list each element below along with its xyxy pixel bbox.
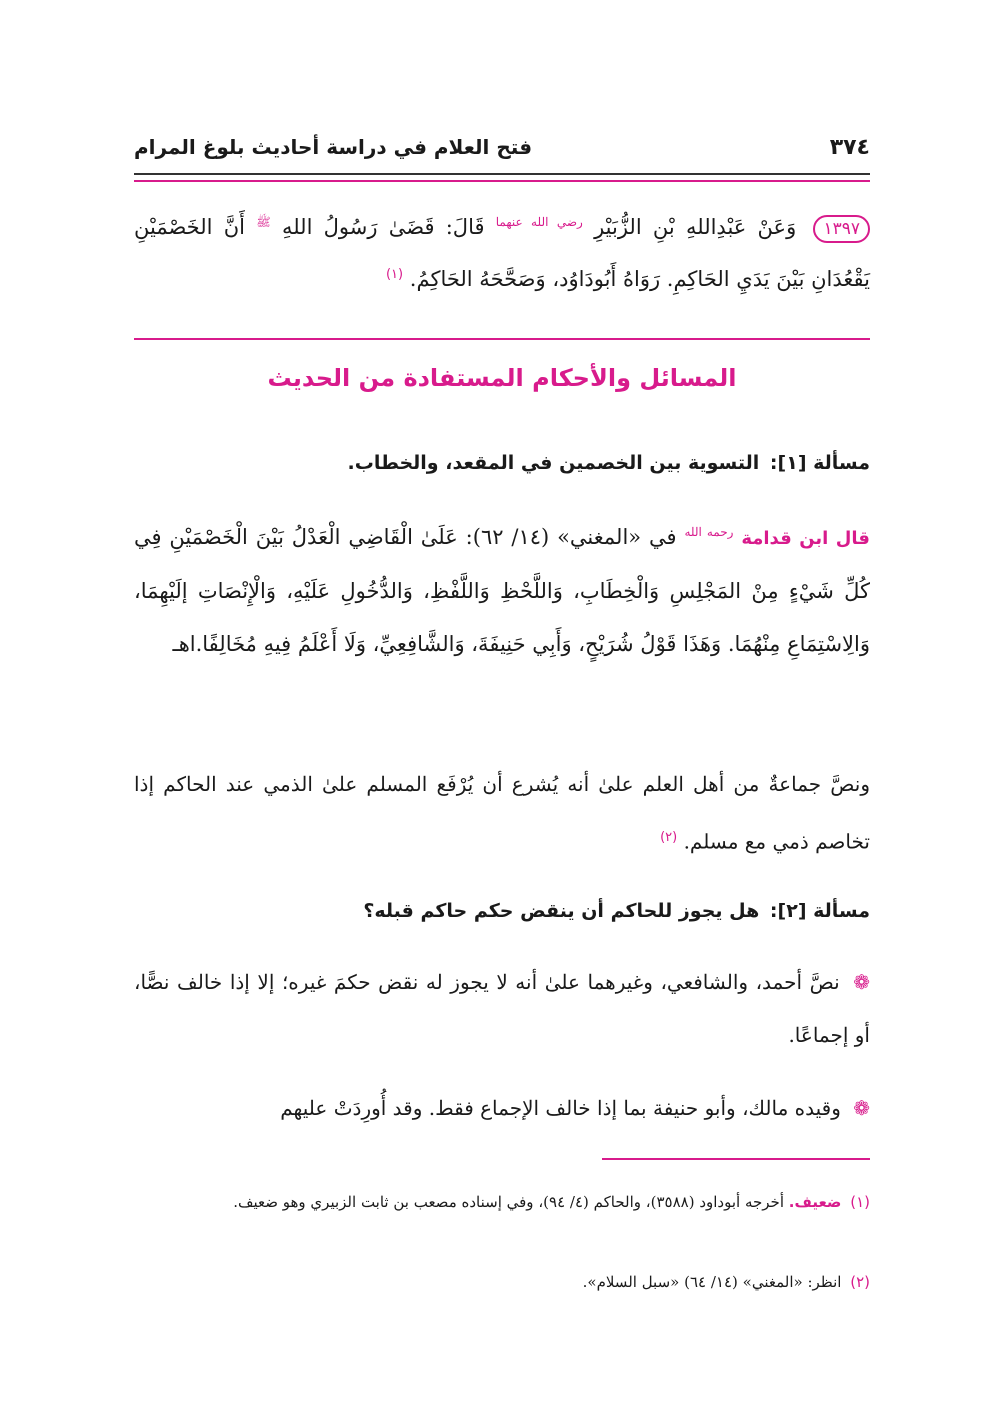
hadith-number-badge: ١٣٩٧ xyxy=(813,215,870,243)
hadith-text-part-2: قَالَ: قَضَىٰ رَسُولُ اللهِ xyxy=(281,215,485,239)
scholar-quote-paragraph xyxy=(134,506,870,671)
paragraph-text: ونصَّ جماعةٌ من أهل العلم علىٰ أنه يُشرع أن يُرْفَع المسلم علىٰ الذمي عند الحاكم إذا تخاصم ذمي مع مسلم. xyxy=(134,772,870,854)
paragraph-text: نصَّ أحمد، والشافعي، وغيرهما علىٰ أنه لا يجوز له نقض حكمَ غيره؛ إلا إذا خالف نصًّا، أو إجماعًا. xyxy=(134,970,870,1047)
honorific-mark: رضي الله عنهما xyxy=(495,215,583,229)
footnote-text: انظر: «المغني» (١٤/ ٦٤) «سبل السلام». xyxy=(582,1273,842,1291)
footnote xyxy=(134,1266,870,1298)
scholar-name: قال ابن قدامة xyxy=(741,528,870,549)
header-rule-accent xyxy=(134,180,870,182)
section-heading: المسائل والأحكام المستفادة من الحديث xyxy=(267,364,737,392)
issue-title: هل يجوز للحاكم أن ينقض حكم حاكم قبله؟ xyxy=(363,900,760,922)
hadith-text-part-3: أَنَّ الخَصْمَيْنِ يَقْعُدَانِ بَيْنَ يَدَيِ الحَاكِمِ. رَوَاهُ أَبُودَاوُد، وَصَحَّحَهُ الحَاكِمُ. xyxy=(134,215,870,291)
footnote-number: (١) xyxy=(850,1193,870,1211)
bullet-paragraph xyxy=(134,1082,870,1135)
footnote-divider xyxy=(602,1158,870,1160)
footnote-reference[interactable]: (٢) xyxy=(660,830,678,845)
paragraph-text: وقيده مالك، وأبو حنيفة بما إذا خالف الإجماع فقط. وقد أُورِدَتْ عليهم xyxy=(280,1096,841,1120)
book-title: فتح العلام في دراسة أحاديث بلوغ المرام xyxy=(134,135,533,159)
issue-label: مسألة [١]: xyxy=(769,452,870,474)
page-number: ٣٧٤ xyxy=(829,134,870,160)
header-rule xyxy=(134,173,870,175)
quote-text: في «المغني» (١٤/ ٦٢): عَلَىٰ الْقَاضِي الْعَدْلُ بَيْنَ الْخَصْمَيْنِ فِي كُلِّ شَيْءٍ مِنْ المَجْلِسِ وَالْخِطَابِ، وَاللَّحْظِ وَاللَّفْظِ، وَالدُّخُولِ عَلَيْهِ، وَالْإِنْصَاتِ إلَيْهِمَا، وَالِاسْتِمَاعِ مِنْهُمَا. وَهَذَا قَوْلُ شُرَيْحٍ، وَأَبِي حَنِيفَةَ، وَالشَّافِعِيِّ، وَلَا أَعْلَمُ فِيهِ مُخَالِفًا.اهـ xyxy=(134,525,870,656)
footnote xyxy=(134,1186,870,1218)
footnote-reference[interactable]: (١) xyxy=(385,267,404,282)
footnote-grade: ضعيف. xyxy=(788,1193,842,1211)
salutation-mark: ﷺ xyxy=(256,215,271,229)
section-divider xyxy=(134,338,870,340)
issue-heading xyxy=(134,900,870,922)
honorific-mark: رحمه الله xyxy=(684,525,734,539)
footnote-text: أخرجه أبوداود (٣٥٨٨)، والحاكم (٤/ ٩٤)، وفي إسناده مصعب بن ثابت الزبيري وهو ضعيف. xyxy=(233,1193,784,1211)
flower-bullet-icon: ❁ xyxy=(853,1096,870,1120)
hadith-text xyxy=(134,198,870,303)
running-header xyxy=(134,130,870,164)
footnote-number: (٢) xyxy=(850,1273,870,1291)
body-paragraph xyxy=(134,758,870,869)
flower-bullet-icon: ❁ xyxy=(853,970,871,994)
issue-heading xyxy=(134,452,870,474)
bullet-paragraph xyxy=(134,956,870,1062)
issue-label: مسألة [٢]: xyxy=(769,900,870,922)
issue-title: التسوية بين الخصمين في المقعد، والخطاب. xyxy=(347,452,760,474)
hadith-text-part-1: وَعَنْ عَبْدِاللهِ بْنِ الزُّبَيْرِ xyxy=(594,215,797,239)
